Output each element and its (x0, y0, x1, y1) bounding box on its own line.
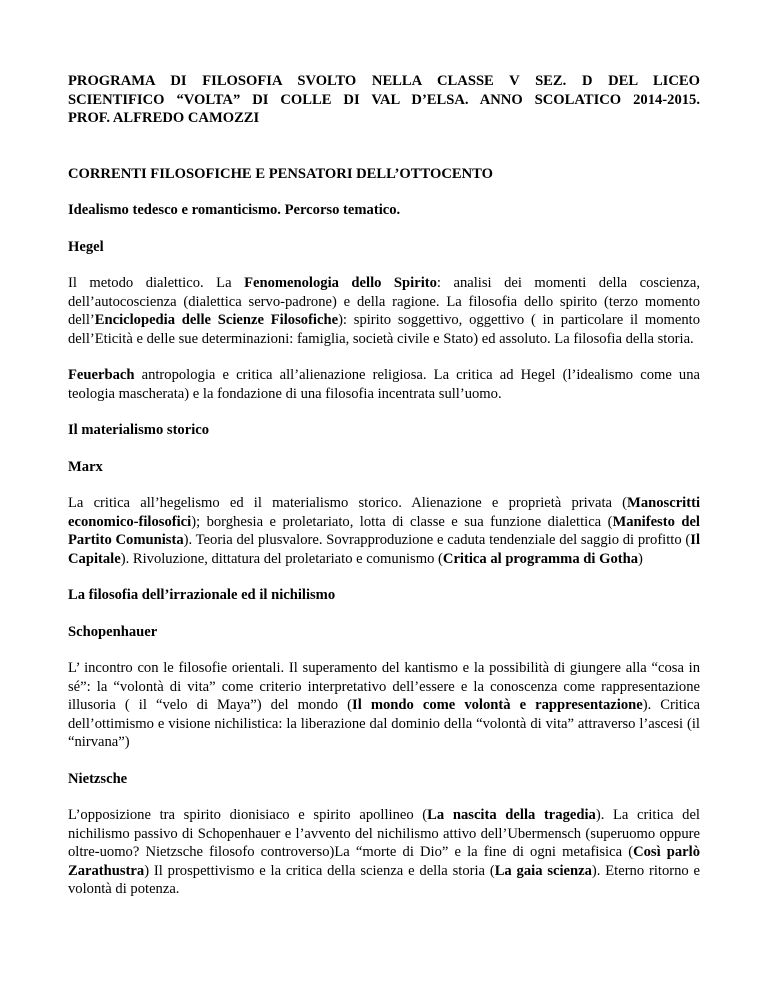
document-title (68, 72, 700, 128)
feuerbach-paragraph (68, 366, 700, 403)
title-line-3: PROF. ALFREDO CAMOZZI (68, 110, 260, 126)
marx-text-3: ). Teoria del plusvalore. Sovrapproduzione e caduta tendenziale del saggio di profitto ( (183, 532, 691, 548)
nietzsche-work-tragedia: La nascita della tragedia (427, 807, 596, 823)
marx-text-1: La critica all’hegelismo ed il materialismo storico. Alienazione e proprietà privata ( (68, 495, 628, 511)
nietzsche-heading: Nietzsche (68, 770, 128, 787)
marx-text-5: ) (638, 550, 643, 567)
marx-text-2: ); borghesia e proletariato, lotta di classe e sua funzione dialettica ( (191, 513, 613, 530)
irrazionale-heading: La filosofia dell’irrazionale ed il nichilismo (68, 587, 336, 603)
hegel-text-3: ): spirito soggettivo, oggettivo ( in particolare il momento dell’Eticità e delle sue determinazioni: famiglia, società civile e Stato) ed assoluto. La filosofia della storia. (68, 312, 700, 347)
nietzsche-text-4: ). Eterno ritorno e volontà di potenza. (68, 862, 700, 897)
hegel-work-fenomenologia: Fenomenologia dello Spirito (244, 275, 437, 291)
hegel-heading: Hegel (68, 238, 104, 255)
title-line-2: SCIENTIFICO “VOLTA” DI COLLE DI VAL D’ELSA. ANNO SCOLATICO 2014-2015. (68, 91, 700, 108)
hegel-text-2: : analisi dei momenti della coscienza, dell’autocoscienza (dialettica servo-padrone) e della ragione. La filosofia dello spirito (terzo momento dell’ (68, 275, 701, 328)
nietzsche-work-zarathustra: Così parlò Zarathustra (68, 844, 700, 879)
idealismo-heading: Idealismo tedesco e romanticismo. Percorso tematico. (68, 202, 401, 218)
schopenhauer-heading: Schopenhauer (68, 623, 158, 640)
marx-paragraph (68, 494, 700, 568)
hegel-work-enciclopedia: Enciclopedia delle Scienze Filosofiche (94, 312, 339, 328)
feuerbach-text: antropologia e critica all’alienazione religiosa. La critica ad Hegel (l’idealismo come una teologia mascherata) e la fondazione di una filosofia incentrata sull’uomo. (68, 367, 700, 402)
marx-work-manifesto: Manifesto del Partito Comunista (68, 513, 700, 548)
nietzsche-text-1: L’opposizione tra spirito dionisiaco e spirito apollineo ( (68, 807, 428, 823)
schopenhauer-paragraph (68, 659, 700, 752)
nietzsche-text-3: ) Il prospettivismo e la critica della scienza e della storia ( (144, 862, 495, 879)
section-heading: CORRENTI FILOSOFICHE E PENSATORI DELL’OTTOCENTO (68, 165, 493, 182)
nietzsche-work-gaia-scienza: La gaia scienza (494, 862, 592, 879)
marx-work-capitale: Il Capitale (68, 532, 700, 567)
schopenhauer-text-1: L’ incontro con le filosofie orientali. Il superamento del kantismo e la possibilità di giungere alla “cosa in sé”: la “volontà di vita” come criterio interpretativo dell’essere e la conoscenza come rappresentazione illusoria ( il “velo di Maya”) del mondo ( (68, 660, 700, 713)
hegel-text-1: Il metodo dialettico. La (68, 275, 245, 291)
materialismo-heading: Il materialismo storico (68, 422, 210, 438)
marx-text-4: ). Rivoluzione, dittatura del proletariato e comunismo ( (120, 550, 443, 567)
marx-work-manoscritti: Manoscritti economico-filosofici (68, 495, 700, 530)
title-line-1: PROGRAMA DI FILOSOFIA SVOLTO NELLA CLASSE V SEZ. D DEL LICEO (68, 73, 700, 89)
document-page (68, 72, 700, 899)
schopenhauer-text-2: ). Critica dell’ottimismo e visione nichilistica: la liberazione dal dominio della “volontà di vita” attraverso l’ascesi (il “nirvana”) (68, 697, 700, 750)
nietzsche-paragraph (68, 806, 700, 899)
hegel-paragraph (68, 274, 700, 348)
marx-heading: Marx (68, 458, 103, 475)
marx-work-gotha: Critica al programma di Gotha (442, 550, 639, 567)
schopenhauer-work-mondo: Il mondo come volontà e rappresentazione (352, 697, 643, 713)
nietzsche-text-2: ). La critica del nichilismo passivo di Schopenhauer e l’avvento del nichilismo attivo dell’Ubermensch (superuomo oppure oltre-uomo? Nietzsche filosofo controverso)La “morte di Dio” e la fine di ogni metafisica ( (68, 807, 700, 860)
feuerbach-name: Feuerbach (68, 367, 135, 383)
